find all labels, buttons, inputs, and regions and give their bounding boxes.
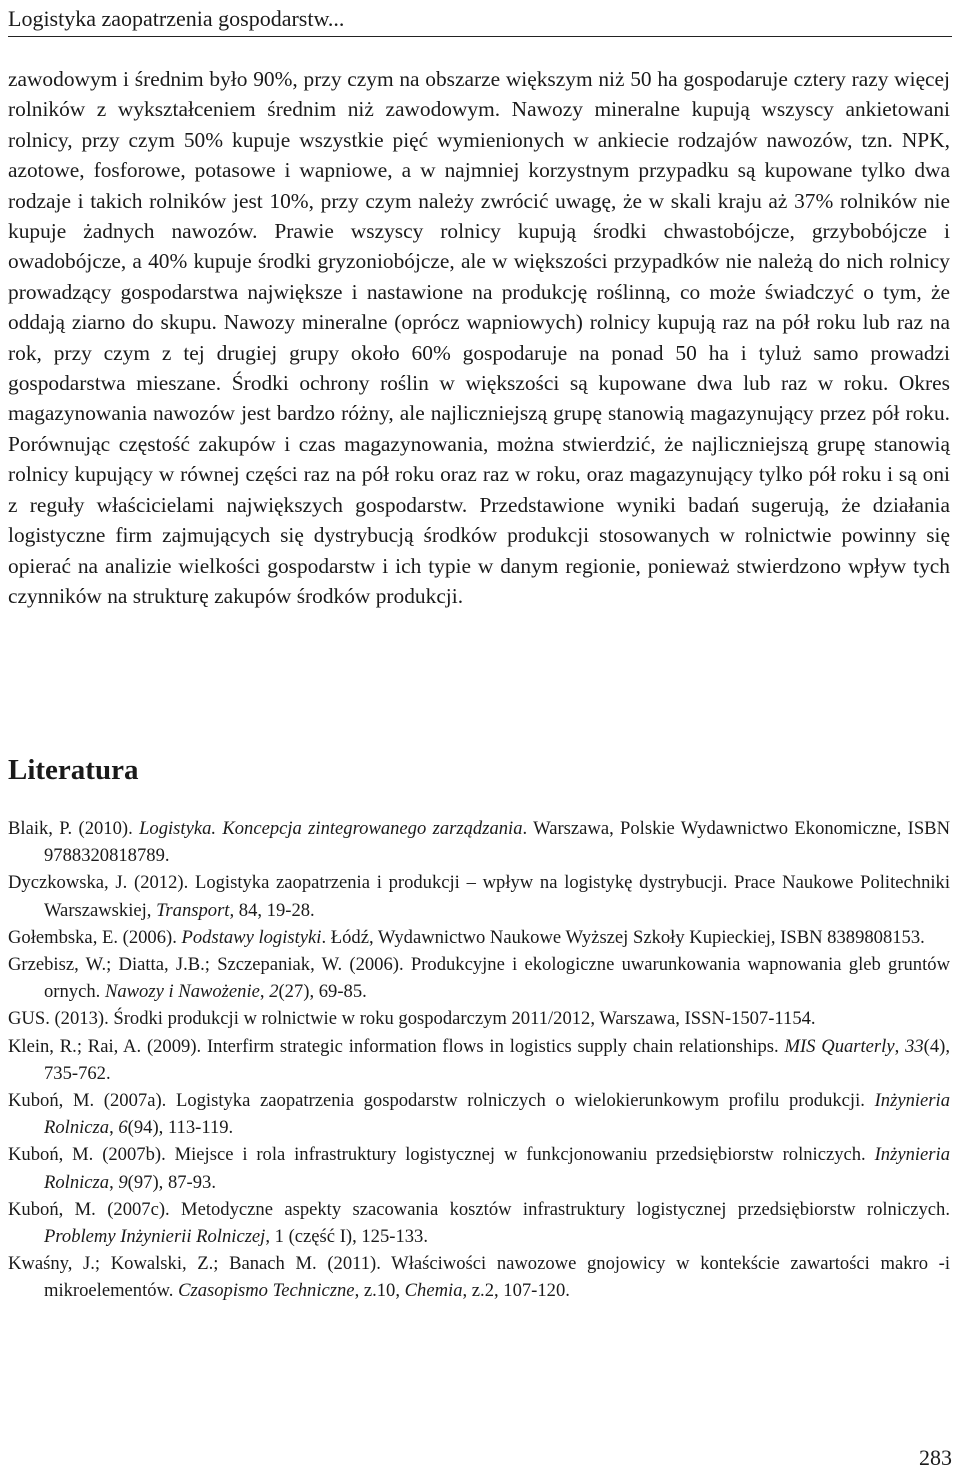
reference-item: Grzebisz, W.; Diatta, J.B.; Szczepaniak, W. (2006). Produkcyjne i ekologiczne uwarunkowania wapnowania gleb gruntów ornych. Nawozy i Nawożenie, 2(27), 69-85.: [8, 954, 950, 1003]
literature-heading: Literatura: [8, 754, 139, 786]
body-paragraph: zawodowym i średnim było 90%, przy czym na obszarze większym niż 50 ha gospodaruje cztery razy więcej rolników z wykształceniem średnim niż zawodowym. Nawozy mineralne kupują wszyscy ankietowani rolnicy, przy czym 50% kupuje wszystkie pięć wymienionych w ankiecie rodzajów nawozów, tzn. NPK, azotowe, fosforowe, potasowe i wapniowe, a w najmniej korzystnym przypadku są kupowane tylko dwa rodzaje i takich rolników jest 10%, przy czym należy zwrócić uwagę, że w skali kraju aż 37% rolników nie kupuje żadnych nawozów. Prawie wszyscy rolnicy kupują środki chwastobójcze, grzybobójcze i owadobójcze, a 40% kupuje środki gryzoniobójcze, ale w większości przypadków nie należą do nich rolnicy prowadzący gospodarstwa największe i nastawione na produkcję roślinną, co może świadczyć o tym, że oddają ziarno do skupu. Nawozy mineralne (oprócz wapniowych) rolnicy kupują raz na pół roku lub raz na rok, przy czym z tej drugiej grupy około 60% gospodaruje na ponad 50 ha i tyluż samo prowadzi gospodarstwa mieszane. Środki ochrony roślin w większości są kupowane dwa lub raz w roku. Okres magazynowania nawozów jest bardzo różny, ale najliczniejszą grupę stanowią magazynujący przez pół roku. Porównując częstość zakupów i czas magazynowania, można stwierdzić, że najliczniejszą grupę stanowią rolnicy kupujący w równej części raz na pół roku oraz raz w roku, oraz magazynujący tylko pół roku i są oni z reguły właścicielami największych gospodarstw. Przedstawione wyniki badań sugerują, że działania logistyczne firm zajmujących się dystrybucją środków produkcji stosowanych w rolnictwie powinny się opierać na analizie wielkości gospodarstw i ich typie w danym regionie, ponieważ stwierdzono wpływ tych czynników na strukturę zakupów środków produkcji.: [8, 67, 950, 608]
reference-list: [8, 815, 950, 1305]
reference-item: GUS. (2013). Środki produkcji w rolnictwie w roku gospodarczym 2011/2012, Warszawa, ISSN-1507-1154.: [8, 1008, 816, 1030]
reference-item: Kwaśny, J.; Kowalski, Z.; Banach M. (2011). Właściwości nawozowe gnojowicy w kontekście zawartości makro -i mikroelementów. Czasopismo Techniczne, z.10, Chemia, z.2, 107-120.: [8, 1253, 950, 1302]
reference-item: Klein, R.; Rai, A. (2009). Interfirm strategic information flows in logistics supply chain relationships. MIS Quarterly, 33(4), 735-762.: [8, 1035, 950, 1084]
running-header: [8, 4, 952, 37]
reference-item: Dyczkowska, J. (2012). Logistyka zaopatrzenia i produkcji – wpływ na logistykę dystrybucji. Prace Naukowe Politechniki Warszawskiej, Transport, 84, 19-28.: [8, 872, 950, 921]
reference-item: Kuboń, M. (2007c). Metodyczne aspekty szacowania kosztów infrastruktury logistycznej przedsiębiorstw rolniczych. Problemy Inżynierii Rolniczej, 1 (część I), 125-133.: [8, 1198, 950, 1248]
body-text: [8, 64, 950, 611]
page-number: 283: [919, 1445, 952, 1470]
reference-item: Blaik, P. (2010). Logistyka. Koncepcja zintegrowanego zarządzania. Warszawa, Polskie Wydawnictwo Ekonomiczne, ISBN 9788320818789.: [8, 818, 950, 867]
reference-item: Kuboń, M. (2007b). Miejsce i rola infrastruktury logistycznej w funkcjonowaniu przedsiębiorstw rolniczych. Inżynieria Rolnicza, 9(97), 87-93.: [8, 1144, 950, 1193]
running-header-title: Logistyka zaopatrzenia gospodarstw...: [8, 6, 345, 31]
reference-item: Gołembska, E. (2006). Podstawy logistyki. Łódź, Wydawnictwo Naukowe Wyższej Szkoły Kupieckiej, ISBN 8389808153.: [8, 926, 925, 948]
reference-item: Kuboń, M. (2007a). Logistyka zaopatrzenia gospodarstw rolniczych o wielokierunkowym profilu produkcji. Inżynieria Rolnicza, 6(94), 113-119.: [8, 1090, 950, 1139]
